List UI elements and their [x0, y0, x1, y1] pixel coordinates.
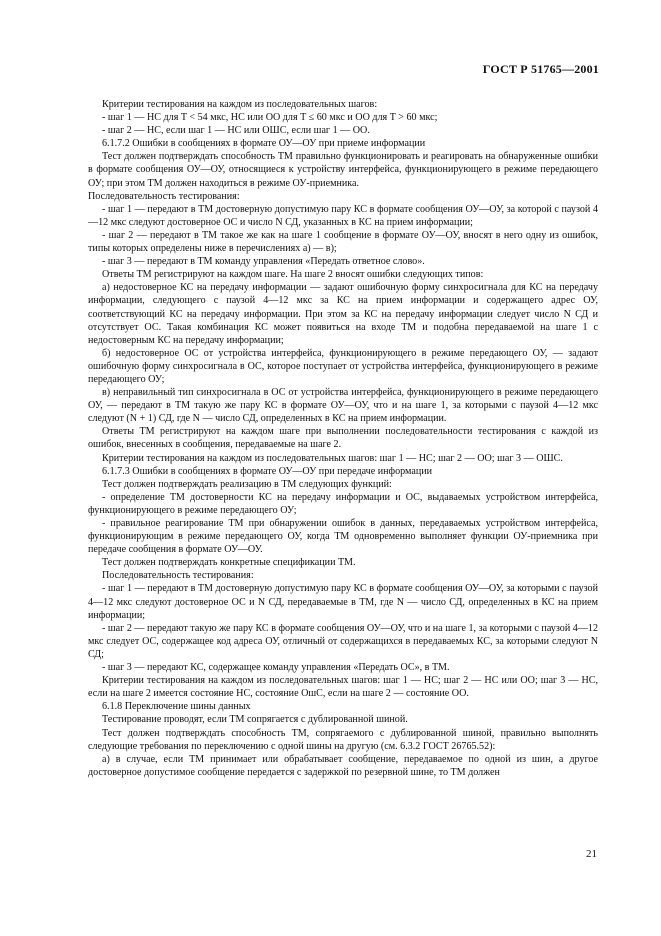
section-heading: 6.1.7.3 Ошибки в сообщениях в формате ОУ—ОУ при передаче информации — [102, 465, 433, 477]
paragraph: Последовательность тестирования: — [102, 570, 254, 582]
paragraph: а) в случае, если ТМ принимает или обрабатывает сообщение, передаваемое по одной из шин, а другое достоверное допустимое сообщение передается с задержкой по резервной шине, то ТМ должен — [88, 753, 598, 778]
paragraph: Тестирование проводят, если ТМ сопрягается с дублированной шиной. — [102, 714, 408, 726]
document-body — [88, 98, 598, 779]
paragraph: - шаг 1 — передают в ТМ достоверную допустимую пару КС в формате сообщения ОУ—ОУ, за которой с паузой 4—12 мкс следуют достоверное ОС и число N СД, указанных в КС на прием информации; — [88, 203, 598, 228]
paragraph: - шаг 2 — передают в ТМ такое же как на шаге 1 сообщение в формате ОУ—ОУ, вносят в него одну из ошибок, типы которых определены ниже в перечислениях а) — в); — [88, 229, 598, 255]
paragraph: Ответы ТМ регистрируют на каждом шаге при выполнении последовательности тестирования с каждой из ошибок, внесенных в сообщения, передаваемые на шаге 2. — [88, 426, 598, 451]
paragraph: Ответы ТМ регистрируют на каждом шаге. На шаге 2 вносят ошибки следующих типов: — [102, 269, 484, 281]
section-heading: 6.1.7.2 Ошибки в сообщениях в формате ОУ—ОУ при приеме информации — [102, 138, 426, 150]
paragraph: в) неправильный тип синхросигнала в ОС от устройства интерфейса, функционирующего в режиме передающего ОУ, — передают в ТМ такую же пару КС в формате ОУ—ОУ, что и на шаге 1, за которыми с паузой 4—12 мкс следуют (N + 1) СД, где N — число СД, определенных в КС на прием информации. — [88, 387, 598, 425]
paragraph: - шаг 3 — передают в ТМ команду управления «Передать ответное слово». — [102, 256, 425, 268]
paragraph: Критерии тестирования на каждом из последовательных шагов: шаг 1 — НС; шаг 2 — НС или ОО; шаг 3 — НС, если на шаге 2 имеется состояние НС, состояние ОшС, если на шаге 2 — состояние ОО. — [88, 675, 598, 700]
paragraph: Тест должен подтверждать способность ТМ правильно функционировать и реагировать на обнаруженные ошибки в формате сообщения ОУ—ОУ, относящиеся к устройству интерфейса, функционирующего в режиме передающего ОУ; при этом ТМ должен находиться в режиме ОУ-приемника. — [88, 151, 598, 189]
paragraph: - шаг 1 — НС для T < 54 мкс, НС или ОО для T ≤ 60 мкс и ОО для T > 60 мкс; — [102, 112, 438, 124]
document-id-header: ГОСТ Р 51765—2001 — [482, 62, 599, 76]
paragraph: Тест должен подтверждать реализацию в ТМ следующих функций: — [102, 478, 392, 490]
paragraph: Тест должен подтверждать конкретные спецификации ТМ. — [102, 557, 356, 569]
paragraph: - шаг 2 — передают такую же пару КС в формате сообщения ОУ—ОУ, что и на шаге 1, за которыми с паузой 4—12 мкс следует ОС, содержащее код адреса ОУ, отличный от содержащихся в передаваемых КС, за которыми следуют N СД; — [88, 622, 598, 660]
paragraph: б) недостоверное ОС от устройства интерфейса, функционирующего в режиме передающего ОУ, — задают ошибочную форму синхросигнала в ОС, которое поступает от устройства интерфейса, функционирующего в режиме передающего ОУ; — [88, 347, 598, 385]
paragraph: - шаг 1 — передают в ТМ достоверную допустимую пару КС в формате сообщения ОУ—ОУ, за которыми с паузой 4—12 мкс следуют достоверное ОС и N СД, передаваемые в ТМ, где N — число СД, определенных в КС на прием информации; — [88, 583, 598, 621]
paragraph: - правильное реагирование ТМ при обнаружении ошибок в данных, передаваемых устройством интерфейса, функционирующим в режиме передающего ОУ, когда ТМ одновременно выполняет функции ОУ-приемника при передаче сообщения в формате ОУ—ОУ. — [88, 518, 598, 556]
paragraph: - шаг 2 — НС, если шаг 1 — НС или ОШС, если шаг 1 — ОО. — [102, 125, 370, 137]
paragraph: Последовательность тестирования: — [88, 190, 240, 202]
paragraph: Критерии тестирования на каждом из последовательных шагов: шаг 1 — НС; шаг 2 — ОО; шаг 3 — ОШС. — [102, 452, 563, 464]
paragraph: - шаг 3 — передают КС, содержащее команду управления «Передать ОС», в ТМ. — [102, 662, 450, 674]
paragraph: Критерии тестирования на каждом из последовательных шагов: — [102, 99, 378, 110]
section-heading: 6.1.8 Переключение шины данных — [102, 701, 251, 713]
page-number: 21 — [586, 848, 597, 860]
paragraph: Тест должен подтверждать способность ТМ, сопрягаемого с дублированной шиной, правильно выполнять следующие требования по переключению с одной шины на другую (см. 6.3.2 ГОСТ 26765.52): — [88, 727, 598, 752]
paragraph: а) недостоверное КС на передачу информации — задают ошибочную форму синхросигнала для КС на передачу информации, следующего с паузой 4—12 мкс за КС на прием информации и содержащего адрес ОУ, соответствующий КС на передачу информации. При этом за КС на передачу информации следует число N СД и отсутствует ОС. Такая комбинация КС может появиться на входе ТМ и подобна передаваемой на шаге 1 с недостоверным КС на передачу информации; — [88, 282, 598, 346]
paragraph: - определение ТМ достоверности КС на передачу информации и ОС, выдаваемых устройством интерфейса, функционирующего в режиме передающего ОУ; — [88, 491, 598, 516]
